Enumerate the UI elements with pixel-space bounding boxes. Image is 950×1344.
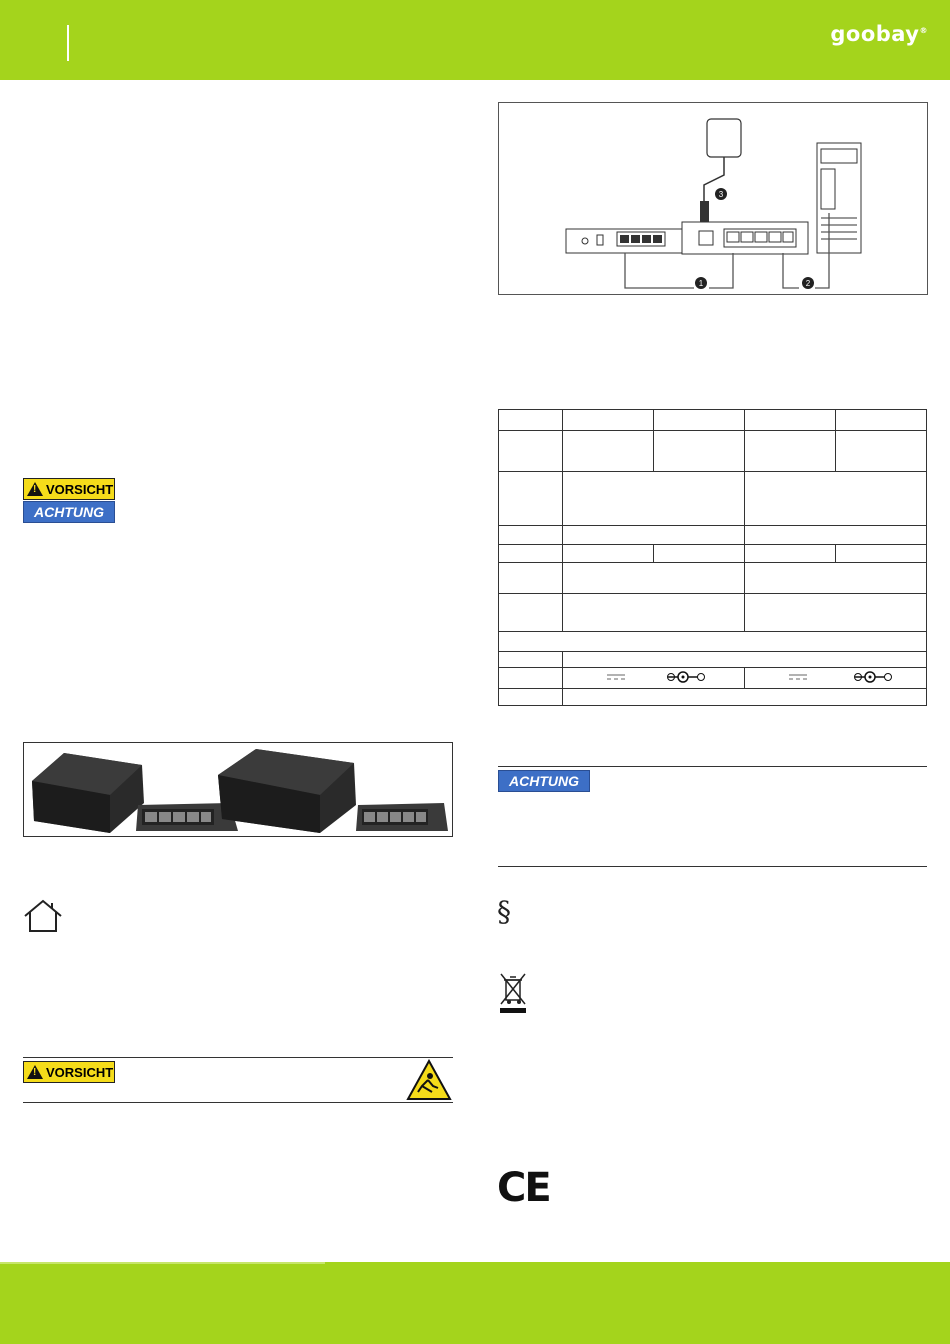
divider: [498, 766, 927, 767]
callout-1-label: 1: [698, 279, 704, 288]
table-cell: [499, 594, 563, 632]
caution-label-top: ! VORSICHT: [23, 478, 115, 500]
table-cell: [836, 410, 927, 431]
table-cell: [745, 563, 927, 594]
product-photo: [23, 742, 453, 837]
table-cell: [745, 410, 836, 431]
table-cell: [499, 526, 563, 545]
table-cell: [499, 632, 927, 652]
table-row: [499, 431, 927, 472]
polarity-symbols: [563, 668, 743, 686]
table-row: [499, 526, 927, 545]
product-photo-svg: [24, 743, 452, 836]
divider: [23, 1057, 453, 1058]
table-cell: [654, 545, 745, 563]
table-cell: [745, 594, 927, 632]
connection-diagram: [498, 102, 928, 295]
ce-mark: CE: [497, 1165, 550, 1211]
table-cell: [654, 410, 745, 431]
table-cell: [499, 410, 563, 431]
house-icon: [22, 899, 64, 933]
connection-diagram-svg: [499, 103, 927, 294]
table-cell: [563, 545, 654, 563]
tripping-hazard-icon: [406, 1059, 452, 1101]
divider: [23, 1102, 453, 1103]
callout-3-label: 3: [718, 190, 724, 199]
polarity-symbols: [745, 668, 925, 686]
table-cell: [563, 472, 745, 526]
table-cell: [745, 431, 836, 472]
header-band: [0, 0, 950, 80]
paragraph-symbol: §: [497, 895, 511, 928]
table-cell: [499, 652, 563, 668]
table-row: [499, 689, 927, 706]
attention-label-right: ACHTUNG: [498, 770, 590, 792]
divider: [498, 866, 927, 867]
weee-bin-icon: [500, 972, 526, 1014]
attention-label-top: ACHTUNG: [23, 501, 115, 523]
table-cell: [499, 545, 563, 563]
footer-band: [0, 1262, 950, 1344]
table-cell: [499, 668, 563, 689]
polarity-icon: [668, 672, 705, 682]
polarity-icon: [855, 672, 892, 682]
table-row: [499, 668, 927, 689]
table-cell: [745, 526, 927, 545]
table-cell: [499, 472, 563, 526]
table-row: [499, 632, 927, 652]
table-cell: [745, 545, 836, 563]
warning-triangle-icon: [27, 1065, 43, 1079]
brand-logo: goobay®: [830, 22, 928, 46]
table-cell: [745, 472, 927, 526]
table-row: [499, 652, 927, 668]
table-cell: [563, 526, 745, 545]
table-cell: [563, 410, 654, 431]
table-cell: [563, 652, 927, 668]
table-row: [499, 410, 927, 431]
table-cell: [563, 594, 745, 632]
header-divider: [67, 25, 69, 61]
table-cell: [836, 431, 927, 472]
table-row: [499, 472, 927, 526]
table-row: [499, 594, 927, 632]
table-cell: [654, 431, 745, 472]
specifications-table: [498, 409, 927, 706]
table-cell: [836, 545, 927, 563]
callout-2-label: 2: [805, 279, 811, 288]
table-cell: [563, 668, 745, 689]
table-cell: [499, 563, 563, 594]
table-row: [499, 545, 927, 563]
caution-label-bottom: ! VORSICHT: [23, 1061, 115, 1083]
table-row: [499, 563, 927, 594]
table-cell: [563, 431, 654, 472]
warning-triangle-icon: [27, 482, 43, 496]
table-cell: [499, 431, 563, 472]
table-cell: [499, 689, 563, 706]
table-cell: [745, 668, 927, 689]
table-cell: [563, 689, 927, 706]
table-cell: [563, 563, 745, 594]
footer-accent: [0, 1262, 325, 1264]
